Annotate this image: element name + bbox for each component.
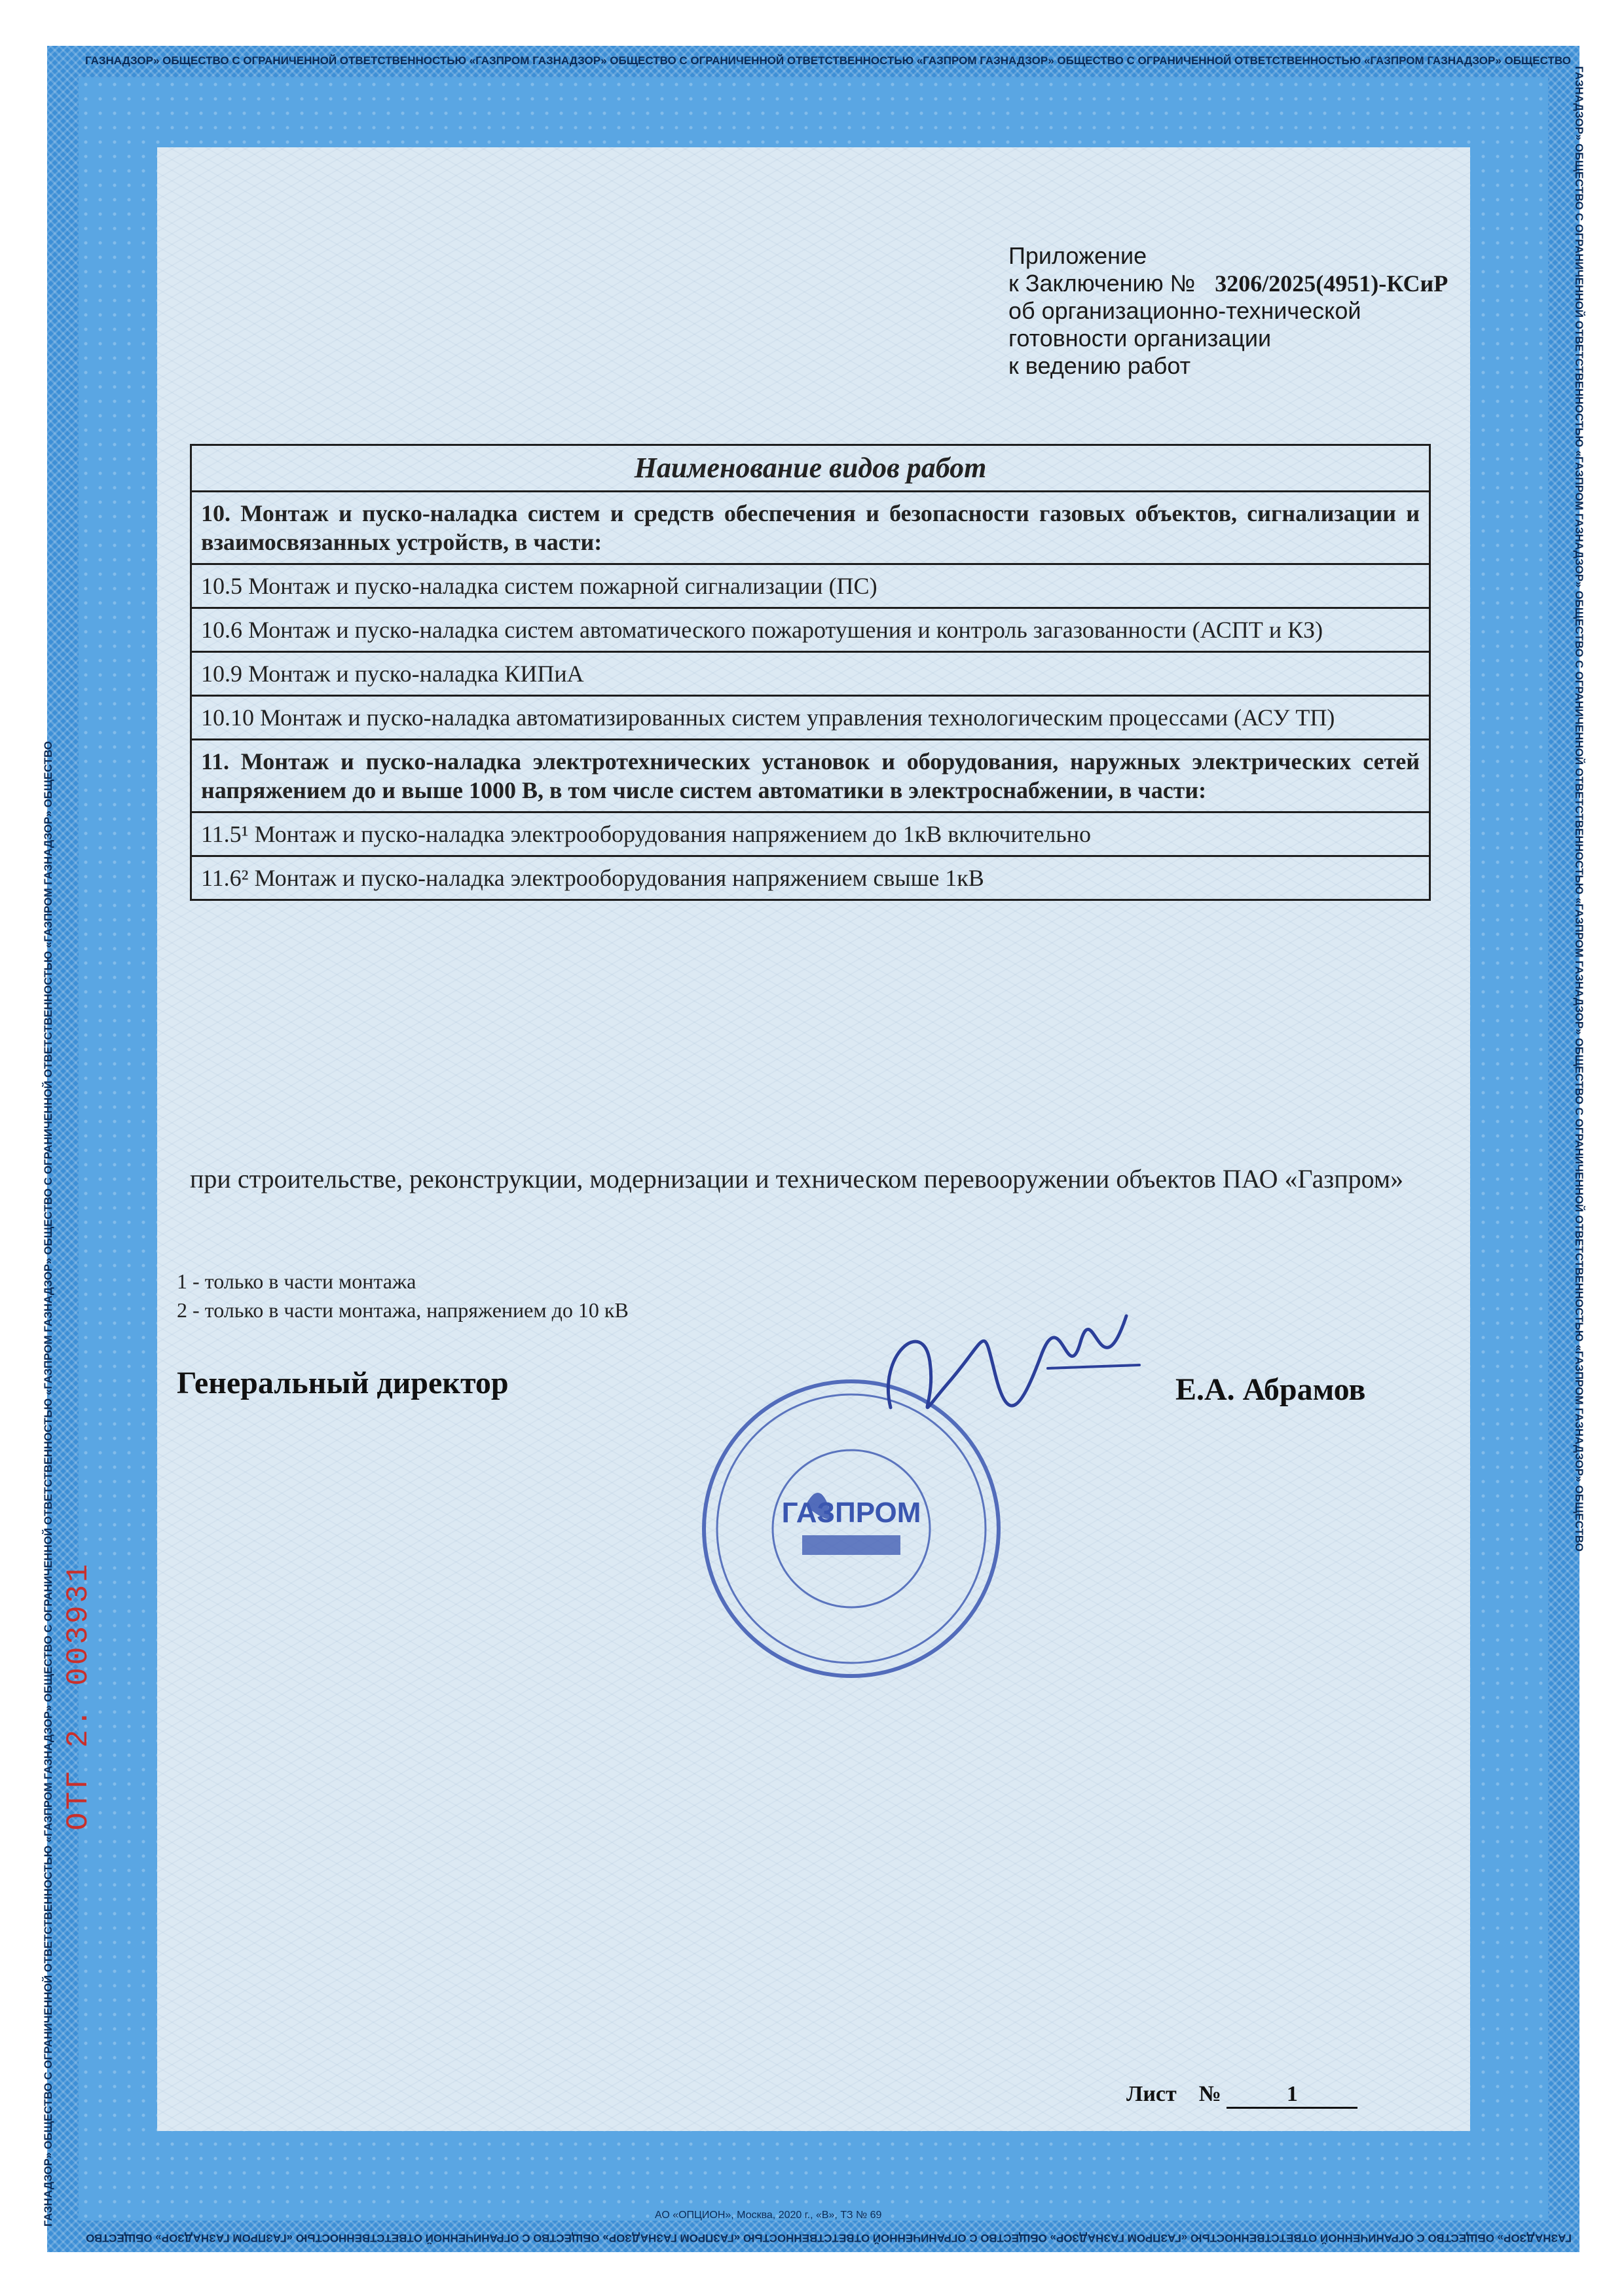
- table-row: 10.6 Монтаж и пуско-наладка систем автоматического пожаротушения и контроль загазованности (АСПТ и КЗ): [191, 608, 1430, 652]
- appendix-line-2: [1008, 270, 1448, 297]
- appendix-line-5: к ведению работ: [1008, 352, 1191, 379]
- appendix-line-1: Приложение: [1008, 242, 1147, 269]
- border-text-left: ГАЗНАДЗОР» ОБЩЕСТВО С ОГРАНИЧЕННОЙ ОТВЕТСТВЕННОСТЬЮ «ГАЗПРОМ ГАЗНАДЗОР» ОБЩЕСТВО С ОГРАНИЧЕННОЙ ОТВЕТСТВЕННОСТЬЮ «ГАЗПРОМ ГАЗНАДЗОР» ОБЩЕСТВО С ОГРАНИЧЕННОЙ ОТВЕТСТВЕННОСТЬЮ «ГАЗПРОМ ГАЗНАДЗОР» ОБЩЕСТВО: [42, 741, 54, 2227]
- sheet-number-value: 1: [1227, 2082, 1357, 2109]
- appendix-line-4: готовности организации: [1008, 325, 1272, 352]
- footnote-2: 2 - только в части монтажа, напряжением до 10 кВ: [177, 1298, 629, 1322]
- border-text-bottom: ГАЗНАДЗОР» ОБЩЕСТВО С ОГРАНИЧЕННОЙ ОТВЕТСТВЕННОСТЬЮ «ГАЗПРОМ ГАЗНАДЗОР» ОБЩЕСТВО С ОГРАНИЧЕННОЙ ОТВЕТСТВЕННОСТЬЮ «ГАЗПРОМ ГАЗНАДЗОР» ОБЩЕСТВО С ОГРАНИЧЕННОЙ ОТВЕТСТВЕННОСТЬЮ «ГАЗПРОМ ГАЗНАДЗОР» ОБЩЕСТВО: [86, 2232, 1572, 2244]
- table-row: 11. Монтаж и пуско-наладка электротехнических установок и оборудования, наружных электрических сетей напряжением до и выше 1000 В, в том числе систем автоматики в электроснабжении, в части:: [191, 740, 1430, 812]
- sheet-number: [1126, 2082, 1357, 2109]
- sheet-no-label: №: [1198, 2082, 1221, 2106]
- seal-brand: ГАЗПРОМ: [781, 1497, 921, 1529]
- appendix-header: [1008, 242, 1448, 380]
- table-row: 11.6² Монтаж и пуско-наладка электрооборудования напряжением свыше 1кВ: [191, 856, 1430, 900]
- form-serial-number: ОТГ 2. 003931: [62, 1561, 96, 1831]
- border-text-top: ГАЗНАДЗОР» ОБЩЕСТВО С ОГРАНИЧЕННОЙ ОТВЕТСТВЕННОСТЬЮ «ГАЗПРОМ ГАЗНАДЗОР» ОБЩЕСТВО С ОГРАНИЧЕННОЙ ОТВЕТСТВЕННОСТЬЮ «ГАЗПРОМ ГАЗНАДЗОР» ОБЩЕСТВО С ОГРАНИЧЕННОЙ ОТВЕТСТВЕННОСТЬЮ «ГАЗПРОМ ГАЗНАДЗОР» ОБЩЕСТВО: [85, 54, 1571, 67]
- works-table-header: Наименование видов работ: [191, 445, 1430, 492]
- table-row: 10.9 Монтаж и пуско-наладка КИПиА: [191, 652, 1430, 696]
- sheet-label: Лист: [1126, 2082, 1177, 2106]
- signatory-name: Е.А. Абрамов: [1175, 1372, 1366, 1407]
- table-row: 10.5 Монтаж и пуско-наладка систем пожарной сигнализации (ПС): [191, 564, 1430, 608]
- table-row: 11.5¹ Монтаж и пуско-наладка электрооборудования напряжением до 1кВ включительно: [191, 812, 1430, 856]
- works-table: [190, 444, 1431, 901]
- border-text-right: ГАЗНАДЗОР» ОБЩЕСТВО С ОГРАНИЧЕННОЙ ОТВЕТСТВЕННОСТЬЮ «ГАЗПРОМ ГАЗНАДЗОР» ОБЩЕСТВО С ОГРАНИЧЕННОЙ ОТВЕТСТВЕННОСТЬЮ «ГАЗПРОМ ГАЗНАДЗОР» ОБЩЕСТВО С ОГРАНИЧЕННОЙ ОТВЕТСТВЕННОСТЬЮ «ГАЗПРОМ ГАЗНАДЗОР» ОБЩЕСТВО: [1573, 66, 1585, 1552]
- appendix-line-2-prefix: к Заключению №: [1008, 270, 1196, 297]
- printer-imprint: АО «ОПЦИОН», Москва, 2020 г., «В», ТЗ № 69: [655, 2210, 882, 2221]
- footnote-1: 1 - только в части монтажа: [177, 1269, 416, 1293]
- table-row: 10.10 Монтаж и пуско-наладка автоматизированных систем управления технологическим процессами (АСУ ТП): [191, 696, 1430, 740]
- conclusion-number: 3206/2025(4951)-КСиР: [1215, 270, 1449, 297]
- footnotes: [177, 1267, 629, 1324]
- signatory-title: Генеральный директор: [177, 1366, 509, 1400]
- table-row: 10. Монтаж и пуско-наладка систем и средств обеспечения и безопасности газовых объектов, сигнализации и взаимосвязанных устройств, в части:: [191, 492, 1430, 564]
- appendix-line-3: об организационно-технической: [1008, 297, 1361, 324]
- closing-paragraph: при строительстве, реконструкции, модернизации и техническом перевооружении объектов ПАО «Газпром»: [190, 1164, 1404, 1194]
- signature: [851, 1303, 1153, 1447]
